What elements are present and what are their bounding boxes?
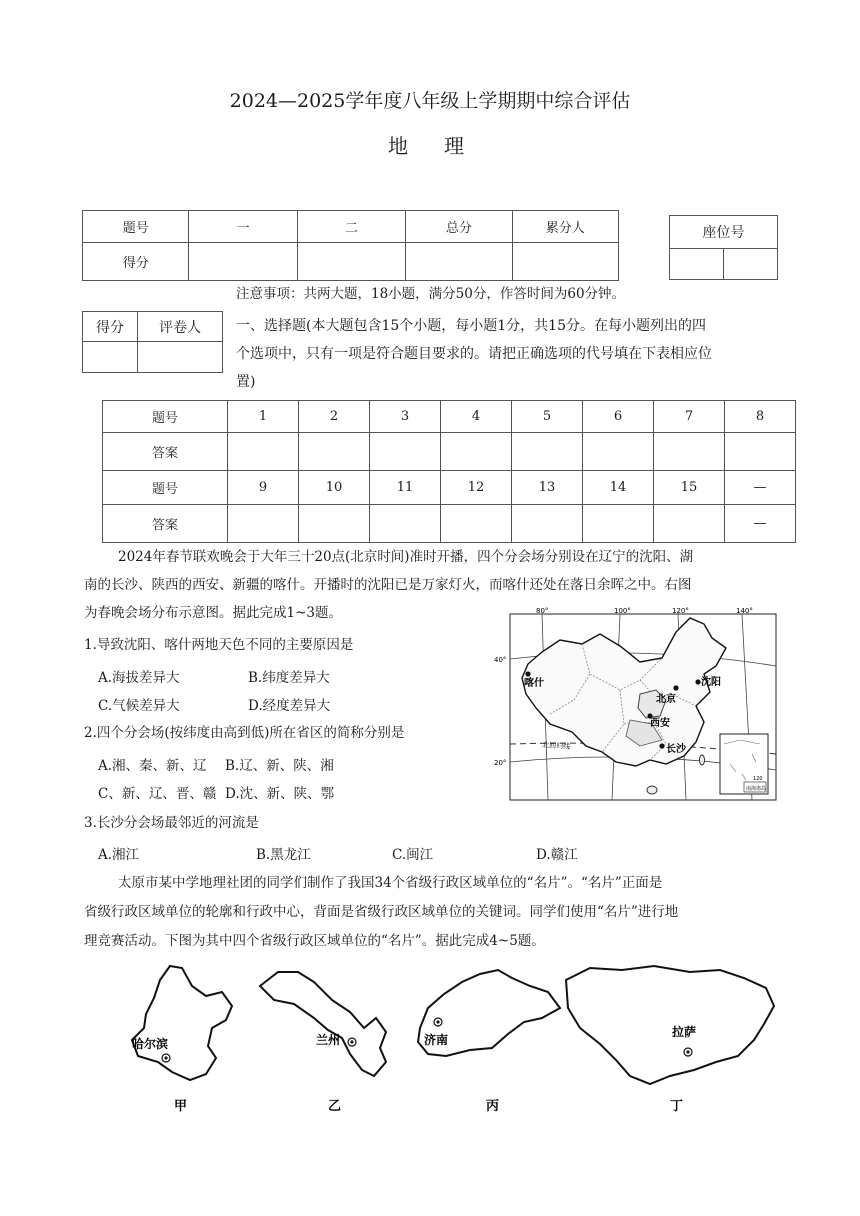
- question-number: 2: [299, 401, 370, 433]
- score-table: [82, 210, 619, 281]
- card-label: 甲: [174, 1099, 188, 1114]
- answer-cell[interactable]: [725, 433, 796, 471]
- q2-option-c[interactable]: C、新、辽、晋、赣: [98, 786, 217, 802]
- question-number: 4: [441, 401, 512, 433]
- answer-cell[interactable]: [299, 505, 370, 543]
- lon-label: 120°: [672, 607, 689, 615]
- score-header-cell: 二: [297, 211, 405, 243]
- question-number: 11: [370, 471, 441, 505]
- question-number: 9: [228, 471, 299, 505]
- answer-cell[interactable]: [370, 433, 441, 471]
- grader-score-cell[interactable]: [83, 342, 138, 373]
- question-number: 10: [299, 471, 370, 505]
- card-label: 乙: [328, 1099, 342, 1114]
- question-number: 7: [654, 401, 725, 433]
- section1-line1: 一、选择题(本大题包含15个小题，每小题1分，共15分。在每小题列出的四: [236, 318, 706, 334]
- lon-label: 100°: [614, 607, 631, 615]
- question-number: 5: [512, 401, 583, 433]
- notice-text: 注意事项：共两大题，18小题，满分50分，作答时间为60分钟。: [236, 286, 626, 302]
- seat-cell[interactable]: [724, 249, 778, 280]
- seat-number-box: [669, 215, 778, 280]
- answer-a-label: 答案: [103, 433, 228, 471]
- q1-option-d[interactable]: D.经度差异大: [248, 698, 331, 714]
- answer-cell[interactable]: [654, 433, 725, 471]
- china-map-figure: [490, 604, 780, 804]
- card-city: 哈尔滨: [132, 1037, 169, 1051]
- question-number: 12: [441, 471, 512, 505]
- section1-line2: 个选项中，只有一项是符合题目要求的。请把正确选项的代号填在下表相应位: [236, 346, 712, 362]
- q2-option-a[interactable]: A.湘、秦、新、辽: [98, 758, 207, 774]
- answer-cell[interactable]: [512, 505, 583, 543]
- lon-label: 140°: [736, 607, 753, 615]
- grader-name-cell[interactable]: [138, 342, 223, 373]
- question-number: —: [725, 471, 796, 505]
- q1-option-a[interactable]: A.海拔差异大: [98, 670, 180, 686]
- q1-option-c[interactable]: C.气候差异大: [98, 698, 180, 714]
- score-row-label: 得分: [83, 243, 189, 281]
- card-city: 兰州: [316, 1033, 341, 1047]
- card-city: 济南: [424, 1033, 449, 1047]
- card-label: 丙: [486, 1099, 500, 1114]
- passage1-line3: 为春晚会场分布示意图。据此完成1~3题。: [84, 605, 342, 621]
- score-cell[interactable]: [297, 243, 405, 281]
- score-header-cell: 题号: [83, 211, 189, 243]
- answer-cell[interactable]: [512, 433, 583, 471]
- answer-cell[interactable]: [441, 433, 512, 471]
- question-number: 8: [725, 401, 796, 433]
- q3-option-c[interactable]: C.闽江: [392, 847, 434, 863]
- section1-line3: 置): [236, 374, 256, 390]
- score-header-cell: 总分: [406, 211, 512, 243]
- passage1-line1: 2024年春节联欢晚会于大年三十20点(北京时间)准时开播，四个分会场分别设在辽宁的沈阳、湖: [118, 549, 694, 565]
- answer-cell-blank: —: [725, 505, 796, 543]
- answer-cell[interactable]: [441, 505, 512, 543]
- passage2-line2: 省级行政区域单位的轮廓和行政中心，背面是省级行政区域单位的关键词。同学们使用“名片”进行地: [84, 904, 679, 920]
- answer-cell[interactable]: [583, 433, 654, 471]
- province-cards-figure: [110, 958, 810, 1118]
- question-1-stem: 1.导致沈阳、喀什两地天色不同的主要原因是: [84, 637, 354, 653]
- grader-box: [82, 311, 223, 373]
- question-number: 14: [583, 471, 654, 505]
- card-city: 拉萨: [672, 1025, 697, 1039]
- answer-cell[interactable]: [654, 505, 725, 543]
- city-label: 喀什: [524, 678, 544, 689]
- question-number: 6: [583, 401, 654, 433]
- question-number: 3: [370, 401, 441, 433]
- answer-cell[interactable]: [299, 433, 370, 471]
- question-2-stem: 2.四个分会场(按纬度由高到低)所在省区的简称分别是: [84, 725, 405, 741]
- question-number: 1: [228, 401, 299, 433]
- score-cell[interactable]: [189, 243, 297, 281]
- q2-option-b[interactable]: B.辽、新、陕、湘: [225, 758, 334, 774]
- q3-option-d[interactable]: D.赣江: [536, 847, 578, 863]
- question-3-stem: 3.长沙分会场最邻近的河流是: [84, 815, 259, 831]
- answer-cell[interactable]: [228, 433, 299, 471]
- city-label: 西安: [650, 718, 670, 729]
- inset-scale: 120: [753, 776, 763, 782]
- question-number: 13: [512, 471, 583, 505]
- answer-table: [102, 400, 796, 543]
- grader-score-label: 得分: [83, 312, 138, 342]
- passage2-line1: 太原市某中学地理社团的同学们制作了我国34个省级行政区域单位的“名片”。“名片”正面是: [118, 875, 663, 891]
- subject-title: 地 理: [388, 134, 472, 158]
- score-header-cell: 累分人: [512, 211, 618, 243]
- q1-option-b[interactable]: B.纬度差异大: [248, 670, 330, 686]
- score-cell[interactable]: [406, 243, 512, 281]
- passage1-line2: 南的长沙、陕西的西安、新疆的喀什。开播时的沈阳已是万家灯火，而喀什还处在落日余晖之中。右图: [84, 577, 692, 593]
- seat-cell[interactable]: [670, 249, 724, 280]
- question-number: 15: [654, 471, 725, 505]
- passage2-line3: 理竞赛活动。下图为其中四个省级行政区域单位的“名片”。据此完成4~5题。: [84, 933, 545, 949]
- score-cell[interactable]: [512, 243, 618, 281]
- card-label: 丁: [670, 1099, 684, 1114]
- lon-label: 80°: [536, 607, 549, 615]
- seat-label: 座位号: [670, 216, 778, 249]
- answer-q-label: 题号: [103, 401, 228, 433]
- lat-label: 20°: [494, 759, 507, 767]
- answer-cell[interactable]: [228, 505, 299, 543]
- score-header-cell: 一: [189, 211, 297, 243]
- answer-q-label: 题号: [103, 471, 228, 505]
- tropic-label: 北回归线: [541, 741, 571, 751]
- inset-label: 南海诸岛: [746, 786, 767, 792]
- q3-option-b[interactable]: B.黑龙江: [256, 847, 311, 863]
- answer-cell[interactable]: [583, 505, 654, 543]
- city-label: 沈阳: [701, 677, 721, 688]
- q2-option-d[interactable]: D.沈、新、陕、鄂: [225, 786, 335, 802]
- grader-name-label: 评卷人: [138, 312, 223, 342]
- q3-option-a[interactable]: A.湘江: [98, 847, 140, 863]
- city-label: 北京: [656, 694, 676, 705]
- lat-label: 40°: [494, 656, 507, 664]
- answer-cell[interactable]: [370, 505, 441, 543]
- answer-a-label: 答案: [103, 505, 228, 543]
- exam-title: 2024—2025学年度八年级上学期期中综合评估: [229, 90, 631, 112]
- city-label: 长沙: [666, 744, 686, 755]
